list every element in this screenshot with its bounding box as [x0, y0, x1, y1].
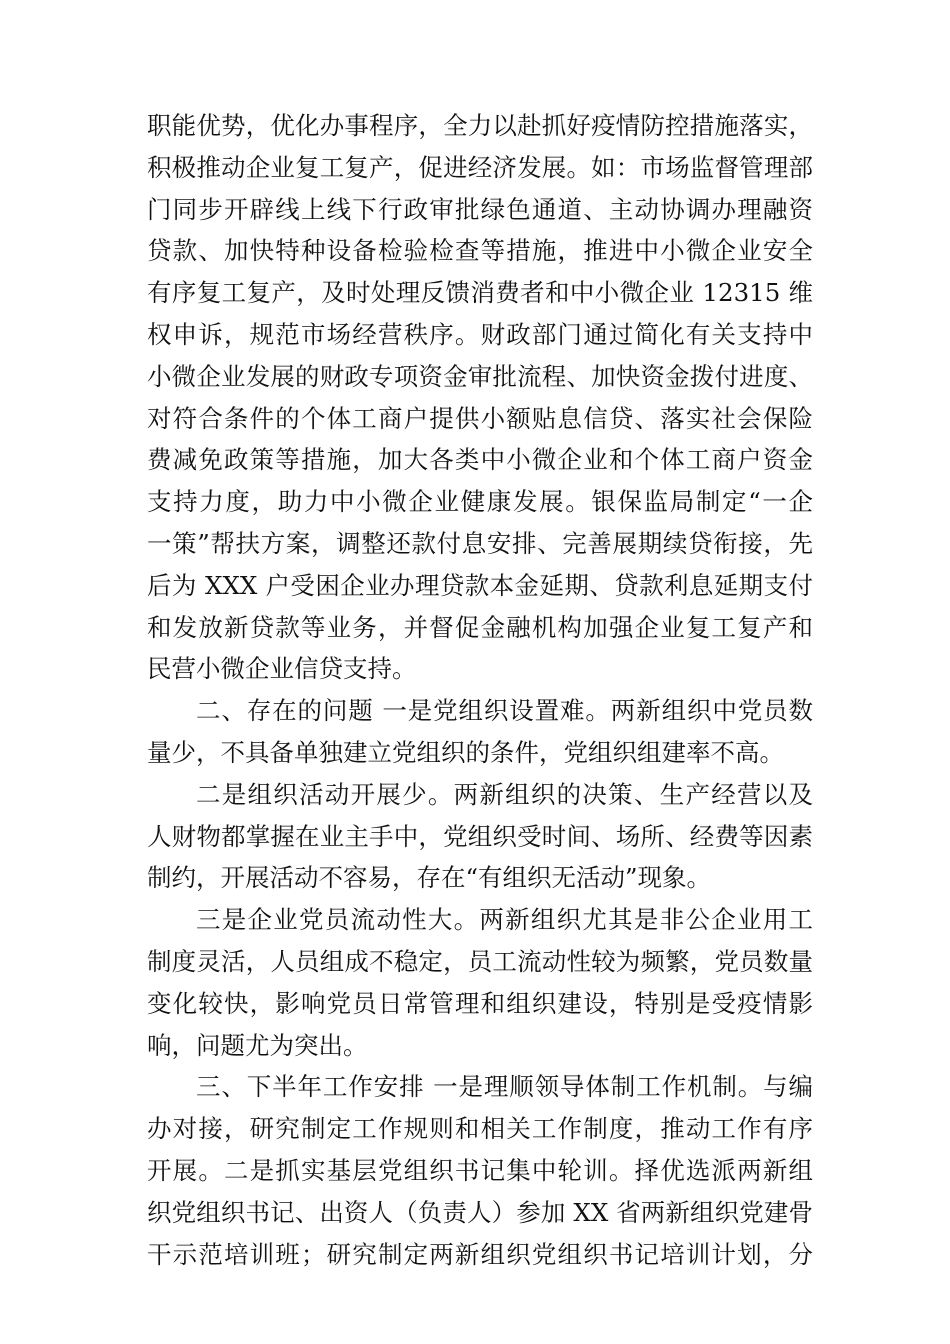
text-line: 有序复工复产，及时处理反馈消费者和中小微企业 12315 维: [147, 278, 813, 308]
text-line: 织党组织书记、出资人（负责人）参加 XX 省两新组织党建骨: [147, 1197, 813, 1227]
text-line: 人财物都掌握在业主手中，党组织受时间、场所、经费等因素: [147, 821, 813, 851]
text-line: 变化较快，影响党员日常管理和组织建设，特别是受疫情影: [147, 988, 813, 1018]
text-line: 职能优势，优化办事程序，全力以赴抓好疫情防控措施落实，: [147, 111, 813, 140]
text-line: 门同步开辟线上线下行政审批绿色通道、主动协调办理融资: [147, 194, 813, 224]
text-line: 一策”帮扶方案，调整还款付息安排、完善展期续贷衔接，先: [147, 528, 813, 558]
text-line: 积极推动企业复工复产，促进经济发展。如：市场监督管理部: [147, 152, 813, 182]
text-line: 三是企业党员流动性大。两新组织尤其是非公企业用工: [196, 905, 813, 935]
text-line: 民营小微企业信贷支持。: [147, 654, 417, 684]
text-line: 贷款、加快特种设备检验检查等措施，推进中小微企业安全: [147, 236, 813, 266]
text-line: 二是组织活动开展少。两新组织的决策、生产经营以及: [196, 779, 813, 809]
text-line: 支持力度，助力中小微企业健康发展。银保监局制定“一企: [147, 487, 813, 517]
text-line: 费减免政策等措施，加大各类中小微企业和个体工商户资金: [147, 445, 813, 475]
text-line: 办对接，研究制定工作规则和相关工作制度，推动工作有序: [147, 1114, 813, 1144]
text-line: 对符合条件的个体工商户提供小额贴息信贷、落实社会保险: [147, 403, 813, 433]
text-line: 权申诉，规范市场经营秩序。财政部门通过简化有关支持中: [147, 319, 813, 349]
section-heading-line: 二、存在的问题 一是党组织设置难。两新组织中党员数: [196, 696, 813, 726]
text-line: 小微企业发展的财政专项资金审批流程、加快资金拨付进度、: [147, 361, 813, 391]
text-line: 制度灵活，人员组成不稳定，员工流动性较为频繁，党员数量: [147, 946, 813, 976]
text-line: 制约，开展活动不容易，存在“有组织无活动”现象。: [147, 863, 712, 893]
text-line: 后为 XXX 户受困企业办理贷款本金延期、贷款利息延期支付: [147, 570, 813, 600]
text-line: 干示范培训班；研究制定两新组织党组织书记培训计划，分: [147, 1239, 813, 1269]
document-body: [147, 105, 813, 1275]
text-line: 开展。二是抓实基层党组织书记集中轮训。择优选派两新组: [147, 1155, 813, 1185]
text-line: 量少，不具备单独建立党组织的条件，党组织组建率不高。: [147, 737, 784, 767]
text-line: 和发放新贷款等业务，并督促金融机构加强企业复工复产和: [147, 612, 813, 642]
text-line: 响，问题尤为突出。: [147, 1030, 368, 1060]
section-heading-line: 三、下半年工作安排 一是理顺领导体制工作机制。与编: [196, 1072, 813, 1102]
